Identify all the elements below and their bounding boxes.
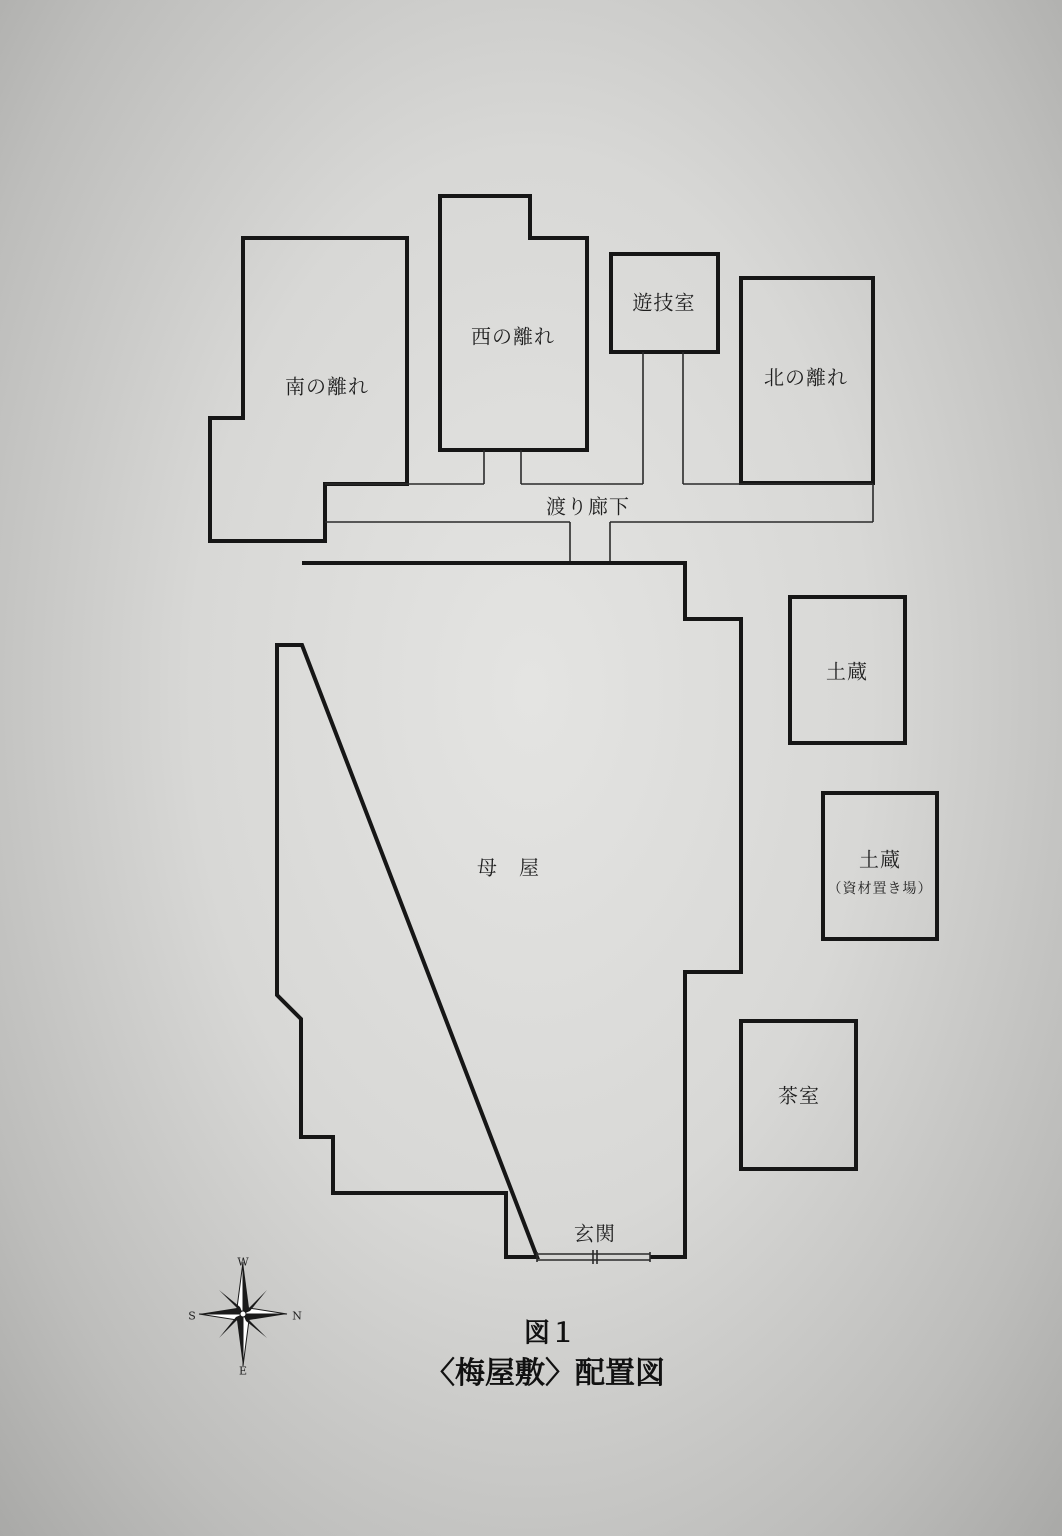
storehouse-2-note: （資材置き場） [827,881,933,897]
game-room-label: 遊技室 [632,290,696,315]
south-annex-label: 南の離れ [285,374,369,399]
compass-rose-icon [199,1262,287,1366]
compass-top-letter: W [237,1255,249,1269]
figure-number: 図１ [523,1318,577,1349]
entrance-label: 玄関 [574,1221,616,1246]
north-annex-label: 北の離れ [764,365,848,390]
compass-bottom-letter: E [238,1364,248,1378]
main-house-outline [277,563,741,1257]
storehouse-1-label: 土蔵 [826,659,868,684]
compass-left-letter: S [188,1309,196,1323]
figure-title: 〈梅屋敷〉配置図 [425,1356,665,1391]
west-annex-label: 西の離れ [471,324,555,349]
main-house-label: 母屋 [477,855,561,880]
storehouse-2-label: 土蔵 [859,847,901,872]
compass-right-letter: N [292,1309,302,1323]
corridor-label: 渡り廊下 [546,494,630,519]
entrance-doors [537,1250,650,1264]
tea-room-label: 茶室 [778,1083,820,1108]
